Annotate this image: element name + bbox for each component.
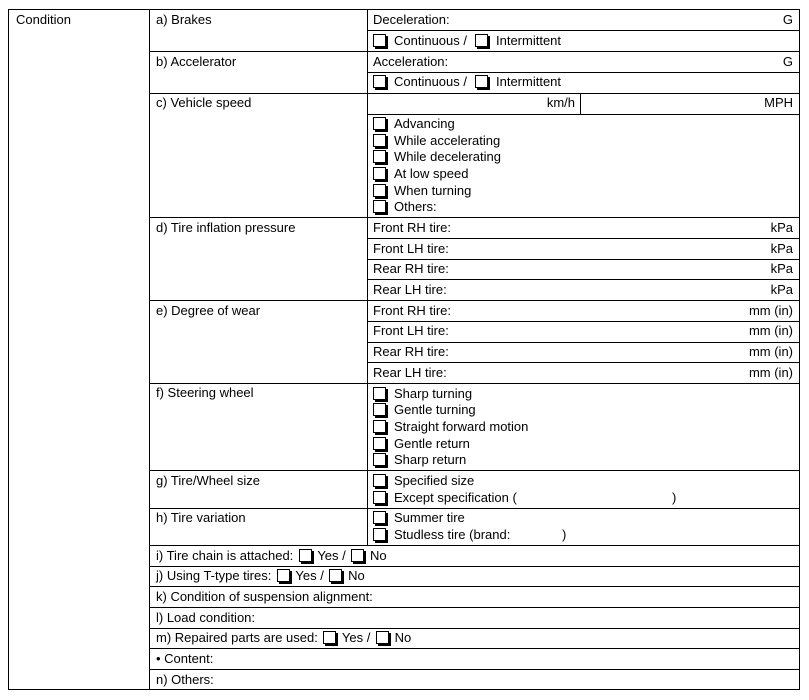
repaired-no-checkbox[interactable]	[376, 631, 389, 644]
speed-advancing-checkbox[interactable]	[373, 117, 386, 130]
chain-row	[156, 547, 387, 564]
repaired-yes-label: Yes /	[341, 630, 371, 645]
steering-sharp-return-checkbox[interactable]	[373, 453, 386, 466]
wear-rear-rh-unit: mm (in)	[748, 344, 793, 359]
col-divider-1	[149, 9, 150, 690]
condition-label: Condition	[16, 12, 71, 27]
variation-studless-checkbox[interactable]	[373, 528, 386, 541]
border-left	[8, 9, 9, 690]
variation-summer-checkbox[interactable]	[373, 511, 386, 524]
border-right	[799, 9, 800, 690]
speed-others-label: Others:	[394, 199, 437, 214]
speed-accelerating-checkbox[interactable]	[373, 134, 386, 147]
sep-pressure-3	[367, 279, 800, 280]
brakes-continuous-checkbox[interactable]	[373, 34, 386, 47]
speed-decelerating-checkbox[interactable]	[373, 150, 386, 163]
brakes-intermittent-checkbox[interactable]	[475, 34, 488, 47]
pressure-front-lh-unit: kPa	[770, 241, 793, 256]
sep-jk	[149, 586, 800, 587]
ttype-no-checkbox[interactable]	[329, 569, 342, 582]
speed-low-checkbox[interactable]	[373, 167, 386, 180]
sep-kl	[149, 607, 800, 608]
variation-label: h) Tire variation	[156, 510, 246, 525]
chain-label: i) Tire chain is attached:	[156, 548, 294, 563]
chain-yes-checkbox[interactable]	[299, 549, 312, 562]
size-except-checkbox[interactable]	[373, 491, 386, 504]
content-label: • Content:	[156, 651, 214, 666]
ttype-row	[156, 567, 365, 584]
brakes-continuous-label: Continuous /	[394, 33, 467, 48]
steering-straight-checkbox[interactable]	[373, 420, 386, 433]
accel-continuous-label: Continuous /	[394, 74, 467, 89]
load-label: l) Load condition:	[156, 610, 256, 625]
steering-label: f) Steering wheel	[156, 385, 254, 400]
deceleration-unit: G	[782, 12, 793, 27]
sep-m-content	[149, 648, 800, 649]
sep-gh	[149, 508, 800, 509]
pressure-front-lh: Front LH tire:	[373, 241, 449, 256]
ttype-yes-checkbox[interactable]	[277, 569, 290, 582]
border-bottom	[8, 689, 800, 690]
ttype-label: j) Using T-type tires:	[156, 568, 272, 583]
acceleration-unit: G	[782, 54, 793, 69]
size-except-label: Except specification (	[394, 490, 517, 505]
speed-unit-divider	[580, 93, 581, 114]
variation-studless-label: Studless tire (brand:	[394, 527, 511, 542]
steering-sharp-return-label: Sharp return	[394, 452, 467, 467]
speed-turning-label: When turning	[394, 183, 472, 198]
alignment-label: k) Condition of suspension alignment:	[156, 589, 373, 604]
wear-front-lh-unit: mm (in)	[748, 323, 793, 338]
repaired-label: m) Repaired parts are used:	[156, 630, 318, 645]
brakes-intermittent-label: Intermittent	[496, 33, 562, 48]
accel-intermittent-label: Intermittent	[496, 74, 562, 89]
sep-hi	[149, 545, 800, 546]
pressure-rear-lh-unit: kPa	[770, 282, 793, 297]
variation-summer-label: Summer tire	[394, 510, 465, 525]
wear-label: e) Degree of wear	[156, 303, 261, 318]
size-label: g) Tire/Wheel size	[156, 473, 261, 488]
deceleration-label: Deceleration:	[373, 12, 450, 27]
speed-low-label: At low speed	[394, 166, 469, 181]
speed-kmh-unit: km/h	[546, 95, 575, 110]
ttype-yes-label: Yes /	[295, 568, 324, 583]
steering-sharp-turning-checkbox[interactable]	[373, 387, 386, 400]
steering-straight-label: Straight forward motion	[394, 419, 529, 434]
size-specified-label: Specified size	[394, 473, 475, 488]
steering-gentle-return-checkbox[interactable]	[373, 437, 386, 450]
steering-gentle-turning-label: Gentle turning	[394, 402, 476, 417]
steering-sharp-turning-label: Sharp turning	[394, 386, 473, 401]
wear-front-rh-unit: mm (in)	[748, 303, 793, 318]
wear-rear-rh: Rear RH tire:	[373, 344, 449, 359]
others-label: n) Others:	[156, 672, 214, 687]
chain-no-checkbox[interactable]	[351, 549, 364, 562]
chain-no-label: No	[370, 548, 387, 563]
speed-advancing-label: Advancing	[394, 116, 455, 131]
variation-studless-close: )	[562, 527, 567, 542]
pressure-front-rh-unit: kPa	[770, 220, 793, 235]
steering-gentle-turning-checkbox[interactable]	[373, 403, 386, 416]
sep-pressure-1	[367, 238, 800, 239]
sep-ab	[149, 51, 800, 52]
pressure-label: d) Tire inflation pressure	[156, 220, 296, 235]
speed-decelerating-label: While decelerating	[394, 149, 501, 164]
wear-front-lh: Front LH tire:	[373, 323, 449, 338]
col-divider-2	[367, 9, 368, 545]
repaired-yes-checkbox[interactable]	[323, 631, 336, 644]
wear-rear-lh-unit: mm (in)	[748, 365, 793, 380]
speed-label: c) Vehicle speed	[156, 95, 252, 110]
speed-accelerating-label: While accelerating	[394, 133, 501, 148]
steering-gentle-return-label: Gentle return	[394, 436, 470, 451]
wear-rear-lh: Rear LH tire:	[373, 365, 447, 380]
brakes-label: a) Brakes	[156, 12, 212, 27]
sep-fg	[149, 470, 800, 471]
pressure-front-rh: Front RH tire:	[373, 220, 452, 235]
ttype-no-label: No	[348, 568, 365, 583]
size-specified-checkbox[interactable]	[373, 474, 386, 487]
speed-turning-checkbox[interactable]	[373, 184, 386, 197]
accel-intermittent-checkbox[interactable]	[475, 75, 488, 88]
acceleration-label: Acceleration:	[373, 54, 449, 69]
chain-yes-label: Yes /	[317, 548, 346, 563]
sep-cd	[149, 217, 800, 218]
speed-mph-unit: MPH	[764, 95, 793, 110]
sep-brakes-inner	[367, 30, 800, 31]
speed-others-checkbox[interactable]	[373, 200, 386, 213]
size-except-close: )	[672, 490, 677, 505]
pressure-rear-rh-unit: kPa	[770, 261, 793, 276]
repaired-no-label: No	[394, 630, 412, 645]
sep-de	[149, 300, 800, 301]
repaired-row	[156, 629, 411, 646]
sep-content-n	[149, 669, 800, 670]
pressure-rear-lh: Rear LH tire:	[373, 282, 447, 297]
border-top	[8, 9, 800, 10]
wear-front-rh: Front RH tire:	[373, 303, 452, 318]
pressure-rear-rh: Rear RH tire:	[373, 261, 449, 276]
accelerator-label: b) Accelerator	[156, 54, 237, 69]
accel-continuous-checkbox[interactable]	[373, 75, 386, 88]
sep-wear-3	[367, 362, 800, 363]
